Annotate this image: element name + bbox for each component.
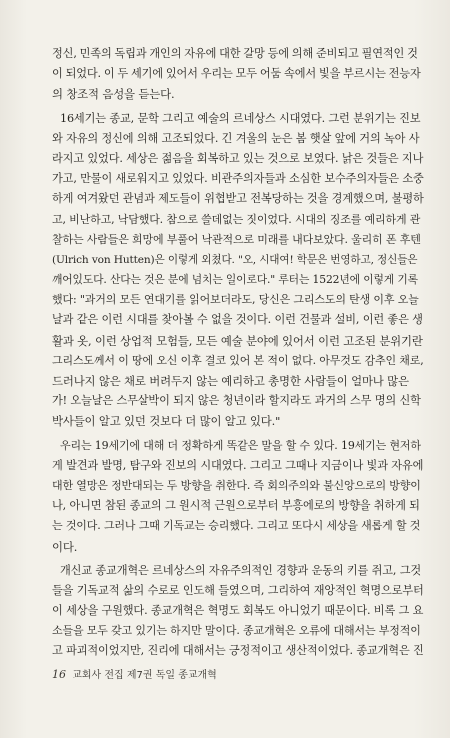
text-line: 고, 비난하고, 낙담했다. 참으로 쓸데없는 짓이었다. 시대의 징조를 예리하게 관 (52, 212, 421, 226)
text-line: 라지고 있었다. 세상은 젊음을 회복하고 있는 것으로 보였다. 낡은 것들은 지나 (52, 151, 424, 165)
text-line: 이 세상을 구원했다. 종교개혁은 혁명도 회복도 아니었기 때문이다. 비록 그 요 (52, 604, 424, 618)
text-line: 와 자유의 정신에 의해 고조되었다. 긴 겨울의 눈은 봄 햇살 앞에 거의 녹아 사 (52, 131, 420, 145)
text-line: 드러나지 않은 채로 버려두지 않는 예리하고 총명한 사람들이 얼마나 많은 (52, 374, 409, 388)
text-line: 의 창조적 음성을 듣는다. (52, 87, 175, 102)
text-line: 박사들이 알고 있던 것보다 더 많이 알고 있다." (52, 414, 281, 429)
text-line: 날과 같은 이런 시대를 찾아볼 수 없을 것이다. 이런 건물과 설비, 이런 좋은 생 (52, 313, 423, 327)
paragraph-4 (52, 561, 424, 662)
page-number: 16 (52, 668, 66, 681)
text-line: 하게 여겨왔던 관념과 제도들이 위협받고 전복당하는 것을 경계했으며, 불평하 (52, 192, 424, 206)
text-line: 게 발견과 발명, 탐구와 진보의 시대였다. 그리고 그때나 지금이나 빛과 자유에 (52, 458, 424, 472)
body-text (52, 44, 424, 666)
text-line: 나, 아니면 참된 종교의 그 원시적 근원으로부터 부흥에로의 방향을 취하게 되 (52, 499, 420, 513)
text-line: 깨어있도다. 산다는 것은 분에 넘치는 일이로다." 루터는 1522년에 이렇게 기록 (52, 273, 418, 287)
text-line: 이다. (52, 539, 78, 554)
text-line: 는 것이다. 그러나 그때 기독교는 승리했다. 그리고 또다시 세상을 새롭게 할 것 (52, 519, 421, 533)
text-line: 정신, 민족의 독립과 개인의 자유에 대한 갈망 등에 의해 준비되고 필연적인 것 (52, 47, 418, 60)
text-line: 개신교 종교개혁은 르네상스의 자유주의적인 경향과 운동의 키를 쥐고, 그것 (60, 563, 422, 577)
paragraph-2 (52, 109, 424, 432)
text-line: 소들을 모두 갖고 있기는 하지만 말이다. 종교개혁은 오류에 대해서는 부정적이 (52, 624, 421, 638)
paragraph-1 (52, 44, 424, 105)
text-line: 찰하는 사람들은 희망에 부풀어 낙관적으로 미래를 내다보았다. 울리히 폰 후텐 (52, 232, 421, 246)
running-head: 교회사 전집 제7권 독일 종교개혁 (72, 670, 217, 681)
text-line: 고 파괴적이었지만, 진리에 대해서는 긍정적이고 생산적이었다. 종교개혁은 진 (52, 644, 424, 658)
text-line: (Ulrich von Hutten)은 이렇게 외쳤다. "오, 시대여! 학문은 번영하고, 정신들은 (52, 253, 418, 266)
text-line: 가고, 만물이 새로워지고 있었다. 비관주의자들과 소심한 보수주의자들은 소중 (52, 172, 424, 186)
text-line: 들을 기독교적 삶의 수로로 인도해 들였으며, 그리하여 재앙적인 혁명으로부터 (52, 583, 424, 597)
text-line: 활과 옷, 이런 상업적 모험들, 모든 예술 분야에 있어서 이런 고조된 분위기란 (52, 333, 423, 348)
text-line: 그리스도께서 이 땅에 오신 이후 결코 있어 본 적이 없다. 아무것도 감추인 채로, (52, 353, 424, 367)
text-line: 이 되었다. 이 두 세기에 있어서 우리는 모두 어둠 속에서 빛을 부르시는 전능자 (52, 67, 421, 81)
text-line: 우리는 19세기에 대해 더 정확하게 똑같은 말을 할 수 있다. 19세기는 현저하 (60, 438, 421, 452)
paragraph-3 (52, 436, 424, 557)
page-footer (52, 666, 217, 681)
text-line: 했다: "과거의 모든 연대기를 읽어보더라도, 당신은 그리스도의 탄생 이후 오늘 (52, 293, 419, 307)
text-line: 가! 오늘날은 스무살박이 되지 않은 청년이라 할지라도 과거의 스무 명의 신학 (52, 394, 421, 408)
text-line: 16세기는 종교, 문학 그리고 예술의 르네상스 시대였다. 그런 분위기는 진보 (60, 111, 421, 125)
text-line: 대한 열망은 정반대되는 두 방향을 취한다. 즉 회의주의와 불신앙으로의 방향이 (52, 478, 421, 492)
